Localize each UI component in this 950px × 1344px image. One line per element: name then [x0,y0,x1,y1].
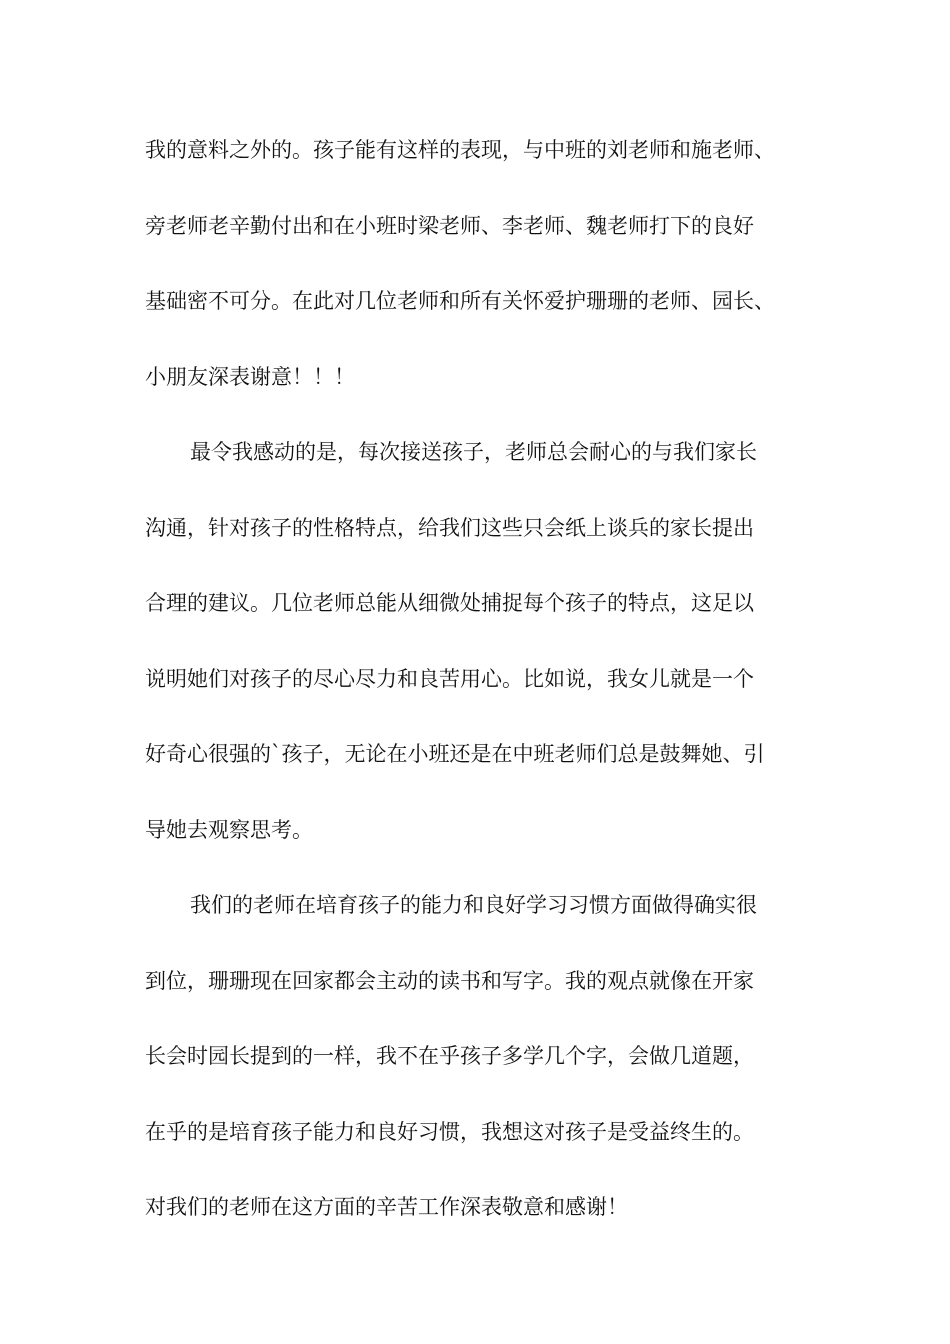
paragraph-2 [145,426,835,879]
text-line: 我的意料之外的。孩子能有这样的表现，与中班的刘老师和施老师、 [145,138,775,162]
text-line: 旁老师老辛勤付出和在小班时梁老师、李老师、魏老师打下的良好 [145,213,754,238]
text-line: 我们的老师在培育孩子的能力和良好学习习惯方面做得确实很 [190,893,757,917]
text-line: 沟通，针对孩子的性格特点，给我们这些只会纸上谈兵的家长提出 [145,515,754,540]
text-line: 到位，珊珊现在回家都会主动的读书和写字。我的观点就像在开家 [145,968,754,993]
text-line: 导她去观察思考。 [145,817,313,842]
text-line: 合理的建议。几位老师总能从细微处捕捉每个孩子的特点，这足以 [145,591,754,615]
text-line: 最令我感动的是，每次接送孩子，老师总会耐心的与我们家长 [190,440,757,464]
paragraph-3 [145,879,835,1257]
paragraph-1 [145,124,835,426]
text-line: 小朋友深表谢意！！！ [145,364,355,389]
text-line: 对我们的老师在这方面的辛苦工作深表敬意和感谢！ [145,1195,628,1219]
text-line: 好奇心很强的`孩子，无论在小班还是在中班老师们总是鼓舞她、引 [145,742,765,766]
text-line: 在乎的是培育孩子能力和良好习惯，我想这对孩子是受益终生的。 [145,1119,754,1144]
document-body [145,124,835,1257]
text-line: 长会时园长提到的一样，我不在乎孩子多学几个字，会做几道题， [145,1044,754,1068]
text-line: 说明她们对孩子的尽心尽力和良苦用心。比如说，我女儿就是一个 [145,666,754,691]
text-line: 基础密不可分。在此对几位老师和所有关怀爱护珊珊的老师、园长、 [145,289,775,313]
